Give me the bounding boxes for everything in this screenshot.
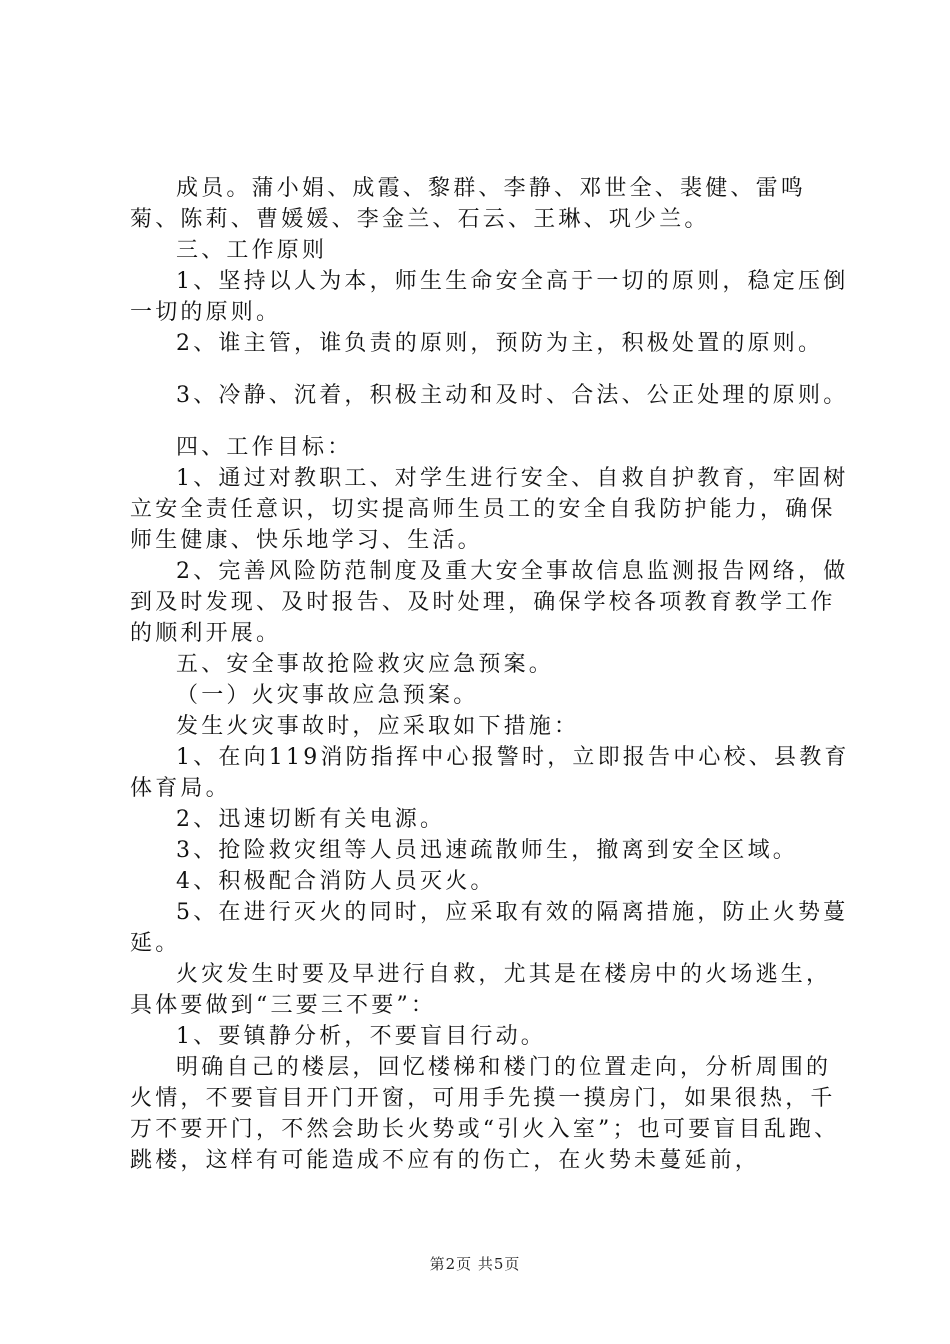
heading-work-principles: 三、工作原则 <box>176 238 328 263</box>
paragraph-principle-1: 1、坚持以人为本，师生生命安全高于一切的原则，稳定压倒一切的原则。 <box>130 269 849 325</box>
paragraph-self-rescue-intro: 火灾发生时要及早进行自救，尤其是在楼房中的火场逃生，具体要做到“三要三不要”： <box>130 962 832 1018</box>
paragraph-fire-measure-4: 4、积极配合消防人员灭火。 <box>176 869 496 894</box>
paragraph-fire-measures-intro: 发生火灾事故时，应采取如下措施： <box>176 714 580 739</box>
page-footer: 第2页 共5页 <box>429 1255 521 1273</box>
paragraph-principle-2: 2、谁主管，谁负责的原则，预防为主，积极处置的原则。 <box>176 331 824 356</box>
paragraph-fire-measure-2: 2、迅速切断有关电源。 <box>176 807 446 832</box>
paragraph-principle-3: 3、冷静、沉着，积极主动和及时、合法、公正处理的原则。 <box>176 383 849 408</box>
paragraph-fire-measure-5: 5、在进行灭火的同时，应采取有效的隔离措施，防止火势蔓延。 <box>130 900 849 956</box>
document-body <box>130 173 850 1176</box>
paragraph-self-rescue-1: 1、要镇静分析，不要盲目行动。 <box>176 1024 546 1049</box>
paragraph-fire-measure-3: 3、抢险救灾组等人员迅速疏散师生，撤离到安全区域。 <box>176 838 798 863</box>
heading-fire-plan: （一）火灾事故应急预案。 <box>176 683 479 708</box>
paragraph-goal-2: 2、完善风险防范制度及重大安全事故信息监测报告网络，做到及时发现、及时报告、及时处理，确保学校各项教育教学工作的顺利开展。 <box>130 559 849 646</box>
paragraph-fire-measure-1: 1、在向119消防指挥中心报警时，立即报告中心校、县教育体育局。 <box>130 745 850 801</box>
heading-emergency-plan: 五、安全事故抢险救灾应急预案。 <box>176 652 555 677</box>
heading-work-goals: 四、工作目标： <box>176 435 353 460</box>
paragraph-self-rescue-detail: 明确自己的楼层，回忆楼梯和楼门的位置走向，分析周围的火情，不要盲目开门开窗，可用手先摸一摸房门，如果很热，千万不要开门，不然会助长火势或“引火入室”；也可要盲目乱跑、跳楼，这样有可能造成不应有的伤亡，在火势未蔓延前， <box>130 1055 840 1173</box>
paragraph-goal-1: 1、通过对教职工、对学生进行安全、自救自护教育，牢固树立安全责任意识，切实提高师生员工的安全自我防护能力，确保师生健康、快乐地学习、生活。 <box>130 466 849 553</box>
paragraph-members: 成员。蒲小娟、成霞、黎群、李静、邓世全、裴健、雷鸣菊、陈莉、曹媛媛、李金兰、石云、王琳、巩少兰。 <box>130 176 807 232</box>
